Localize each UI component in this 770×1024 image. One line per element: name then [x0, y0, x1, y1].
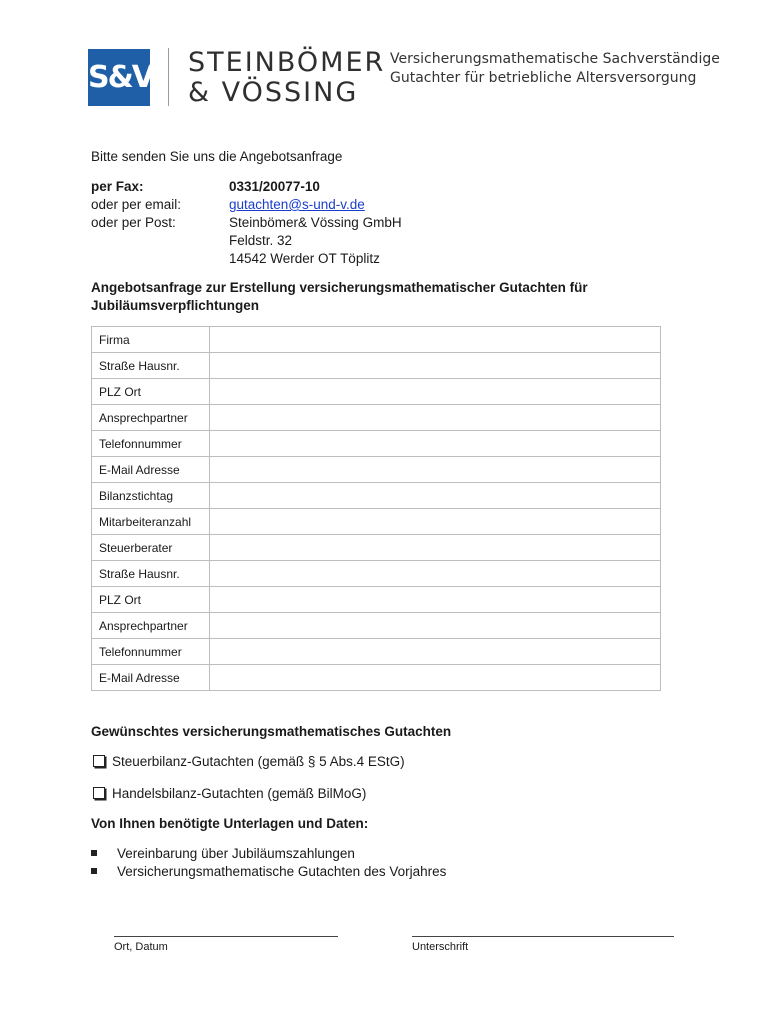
- form-row-stb-ansprechpartner: [92, 613, 661, 639]
- fax-number: 0331/20077-10: [229, 179, 320, 194]
- form-field-strasse[interactable]: [210, 353, 661, 379]
- checkbox-icon[interactable]: [93, 787, 105, 799]
- email-link[interactable]: gutachten@s-und-v.de: [229, 197, 365, 212]
- form-title-line2: Jubiläumsverpflichtungen: [91, 298, 260, 313]
- form-row-stb-email: [92, 665, 661, 691]
- gutachten-heading: Gewünschtes versicherungsmathematisches Gutachten: [91, 724, 452, 739]
- form-label: Straße Hausnr.: [92, 353, 210, 379]
- form-field-telefon[interactable]: [210, 431, 661, 457]
- form-row-email: [92, 457, 661, 483]
- option-steuerbilanz[interactable]: [93, 753, 405, 771]
- post-address-street: Feldstr. 32: [229, 233, 293, 248]
- form-label: Firma: [92, 327, 210, 353]
- header-divider: [168, 48, 169, 106]
- list-item-label: Versicherungsmathematische Gutachten des Vorjahres: [117, 864, 447, 879]
- form-field-bilanzstichtag[interactable]: [210, 483, 661, 509]
- signature-line-sign[interactable]: [412, 936, 674, 937]
- form-row-firma: [92, 327, 661, 353]
- form-field-email[interactable]: [210, 457, 661, 483]
- request-form-table: [91, 326, 661, 691]
- form-field-plz-ort[interactable]: [210, 379, 661, 405]
- fax-label: per Fax:: [91, 179, 144, 194]
- option-handelsbilanz[interactable]: [93, 785, 366, 803]
- form-label: PLZ Ort: [92, 379, 210, 405]
- form-row-steuerberater: [92, 535, 661, 561]
- form-row-plz-ort: [92, 379, 661, 405]
- list-item: [91, 845, 355, 863]
- signature-line-date[interactable]: [114, 936, 338, 937]
- form-label: E-Mail Adresse: [92, 457, 210, 483]
- form-title-line1: Angebotsanfrage zur Erstellung versicherungsmathematischer Gutachten für: [91, 280, 588, 295]
- signature-label-sign: Unterschrift: [412, 941, 469, 953]
- post-label: oder per Post:: [91, 215, 176, 230]
- form-field-ansprechpartner[interactable]: [210, 405, 661, 431]
- form-field-stb-strasse[interactable]: [210, 561, 661, 587]
- form-field-steuerberater[interactable]: [210, 535, 661, 561]
- form-field-stb-email[interactable]: [210, 665, 661, 691]
- form-row-ansprechpartner: [92, 405, 661, 431]
- post-address-company: Steinbömer& Vössing GmbH: [229, 215, 402, 230]
- form-label: Bilanzstichtag: [92, 483, 210, 509]
- form-field-firma[interactable]: [210, 327, 661, 353]
- brand-name-line2: & VÖSSING: [188, 77, 359, 108]
- list-item: [91, 863, 446, 881]
- option-steuerbilanz-label: Steuerbilanz-Gutachten (gemäß § 5 Abs.4 EStG): [112, 754, 405, 769]
- form-label: PLZ Ort: [92, 587, 210, 613]
- option-handelsbilanz-label: Handelsbilanz-Gutachten (gemäß BilMoG): [112, 786, 367, 801]
- email-label: oder per email:: [91, 197, 182, 212]
- form-row-stb-strasse: [92, 561, 661, 587]
- form-label: Steuerberater: [92, 535, 210, 561]
- form-field-mitarbeiteranzahl[interactable]: [210, 509, 661, 535]
- brand-name-line1: STEINBÖMER: [188, 47, 386, 78]
- signature-label-date: Ort, Datum: [114, 941, 168, 953]
- form-label: Telefonnummer: [92, 431, 210, 457]
- intro-text: Bitte senden Sie uns die Angebotsanfrage: [91, 149, 343, 164]
- post-address-city: 14542 Werder OT Töplitz: [229, 251, 380, 266]
- form-label: Telefonnummer: [92, 639, 210, 665]
- bullet-icon: [91, 868, 97, 874]
- form-row-stb-plz-ort: [92, 587, 661, 613]
- tagline-line1: Versicherungsmathematische Sachverständige: [390, 51, 720, 67]
- form-label: Mitarbeiteranzahl: [92, 509, 210, 535]
- form-row-mitarbeiteranzahl: [92, 509, 661, 535]
- form-label: E-Mail Adresse: [92, 665, 210, 691]
- form-row-telefon: [92, 431, 661, 457]
- checkbox-icon[interactable]: [93, 755, 105, 767]
- form-label: Straße Hausnr.: [92, 561, 210, 587]
- form-field-stb-ansprechpartner[interactable]: [210, 613, 661, 639]
- company-logo: S&V: [88, 49, 150, 106]
- form-field-stb-telefon[interactable]: [210, 639, 661, 665]
- unterlagen-heading: Von Ihnen benötigte Unterlagen und Daten:: [91, 816, 369, 831]
- form-field-stb-plz-ort[interactable]: [210, 587, 661, 613]
- form-label: Ansprechpartner: [92, 405, 210, 431]
- form-row-stb-telefon: [92, 639, 661, 665]
- list-item-label: Vereinbarung über Jubiläumszahlungen: [117, 846, 355, 861]
- form-row-strasse: [92, 353, 661, 379]
- tagline-line2: Gutachter für betriebliche Altersversorgung: [390, 70, 697, 86]
- form-row-bilanzstichtag: [92, 483, 661, 509]
- bullet-icon: [91, 850, 97, 856]
- form-label: Ansprechpartner: [92, 613, 210, 639]
